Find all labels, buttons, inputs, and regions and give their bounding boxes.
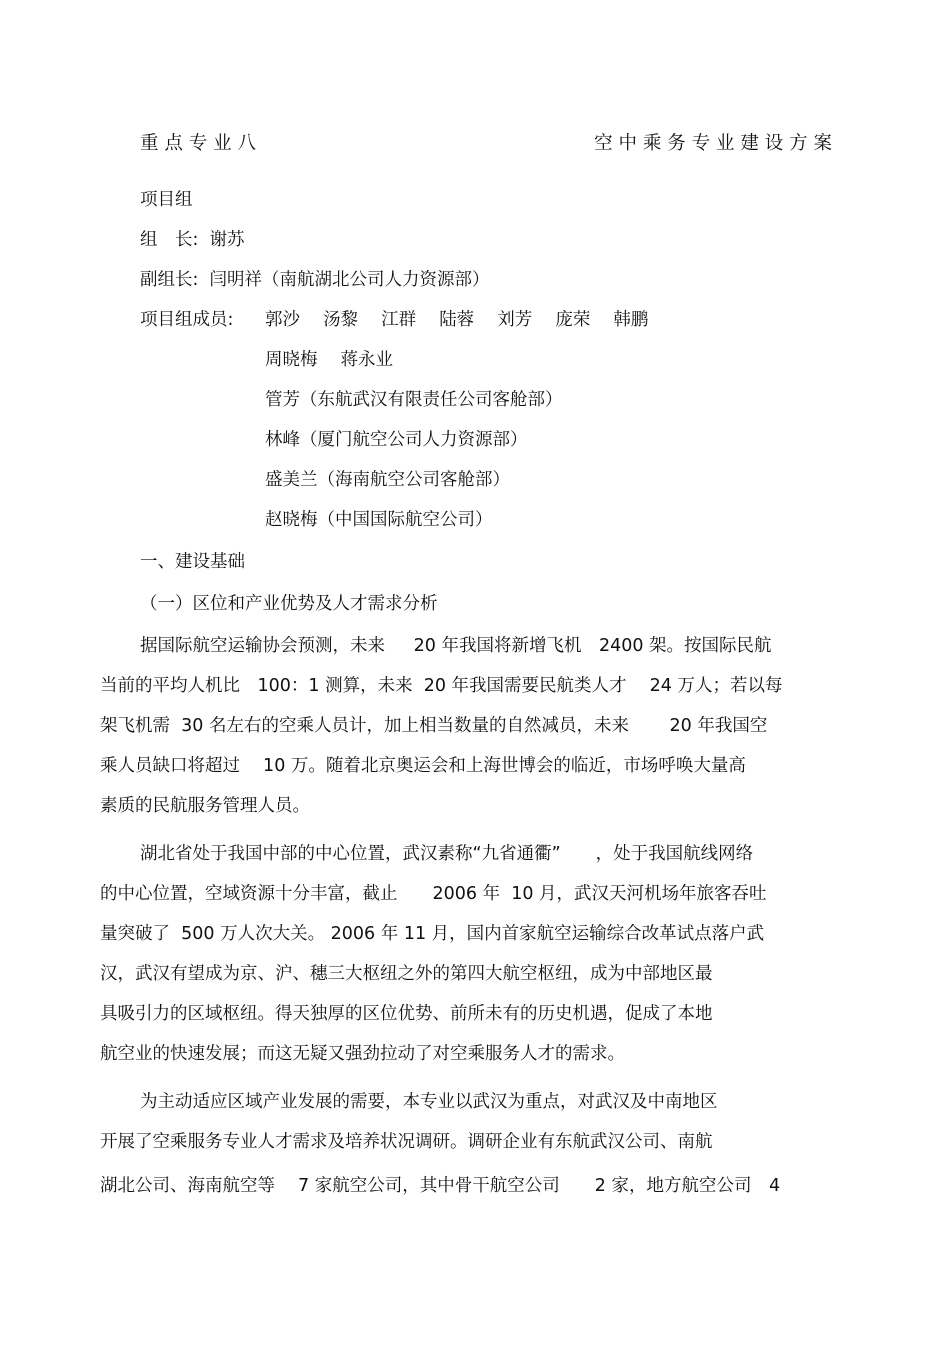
paragraph-line: 的中心位置，空域资源十分丰富，截止 2006 年 10 月，武汉天河机场年旅客吞吐	[100, 884, 767, 904]
paragraph-line: 湖北省处于我国中部的中心位置，武汉素称“九省通衢” ，处于我国航线网络	[140, 844, 754, 864]
paragraph-line: 量突破了 500 万人次大关。 2006 年 11 月，国内首家航空运输综合改革试点落户武	[100, 924, 765, 944]
members-line: 盛美兰（海南航空公司客舱部）	[265, 470, 510, 490]
paragraph-line: 开展了空乘服务专业人才需求及培养状况调研。调研企业有东航武汉公司、南航	[100, 1132, 713, 1152]
members-line: 林峰（厦门航空公司人力资源部）	[265, 430, 528, 450]
paragraph-line: 据国际航空运输协会预测，未来 20 年我国将新增飞机 2400 架。按国际民航	[140, 636, 772, 656]
paragraph-line: 航空业的快速发展；而这无疑又强劲拉动了对空乘服务人才的需求。	[100, 1044, 625, 1064]
paragraph-line: 当前的平均人机比 100：1 测算，未来 20 年我国需要民航类人才 24 万人；若以每	[100, 676, 783, 696]
members-line: 赵晓梅（中国国际航空公司）	[265, 510, 493, 530]
leader-line: 组 长: 谢苏	[140, 230, 245, 250]
group-heading: 项目组	[140, 190, 193, 210]
deputy-line: 副组长: 闫明祥（南航湖北公司人力资源部）	[140, 270, 490, 290]
members-line: 周晓梅 蒋永业	[265, 350, 394, 370]
title-left: 重 点 专 业 八	[140, 133, 257, 154]
paragraph-line: 汉，武汉有望成为京、沪、穗三大枢纽之外的第四大航空枢纽，成为中部地区最	[100, 964, 713, 984]
members-line: 郭沙 汤黎 江群 陆蓉 刘芳 庞荣 韩鹏	[265, 310, 649, 330]
subsection-heading: （一）区位和产业优势及人才需求分析	[140, 594, 438, 614]
section-heading: 一、建设基础	[140, 552, 245, 572]
paragraph-line: 乘人员缺口将超过 10 万。随着北京奥运会和上海世博会的临近，市场呼唤大量高	[100, 756, 746, 776]
paragraph-line: 为主动适应区域产业发展的需要，本专业以武汉为重点，对武汉及中南地区	[140, 1092, 718, 1112]
paragraph-line: 素质的民航服务管理人员。	[100, 796, 310, 816]
paragraph-line: 架飞机需 30 名左右的空乘人员计，加上相当数量的自然减员，未来 20 年我国空	[100, 716, 768, 736]
title-right: 空 中 乘 务 专 业 建 设 方 案	[594, 133, 832, 154]
paragraph-line: 湖北公司、海南航空等 7 家航空公司，其中骨干航空公司 2 家，地方航空公司 4	[100, 1176, 781, 1196]
members-line: 管芳（东航武汉有限责任公司客舱部）	[265, 390, 563, 410]
document-title	[140, 129, 832, 157]
members-label: 项目组成员:	[140, 310, 234, 330]
paragraph-line: 具吸引力的区域枢纽。得天独厚的区位优势、前所未有的历史机遇，促成了本地	[100, 1004, 713, 1024]
